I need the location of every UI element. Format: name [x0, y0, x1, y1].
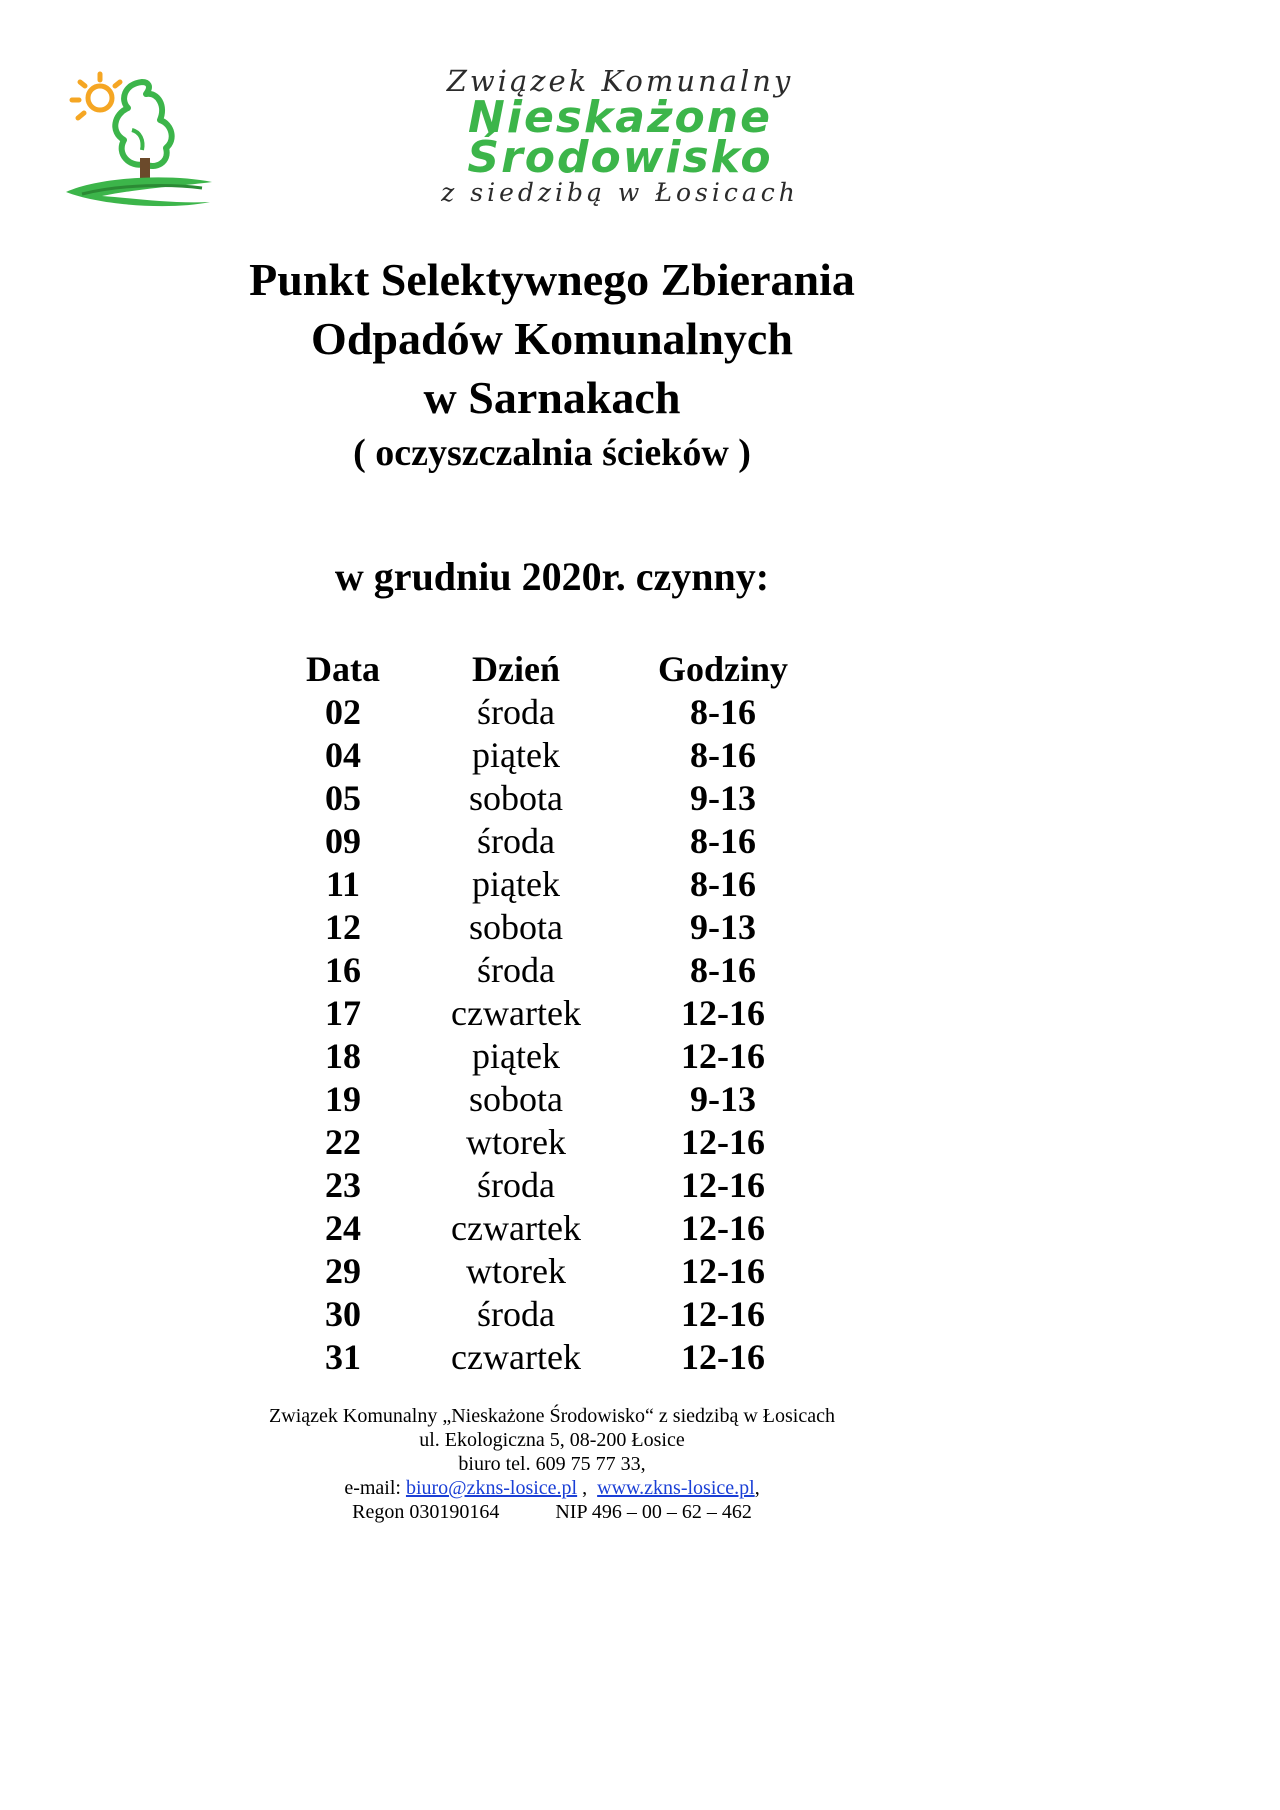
- brand-top-text: Związek Komunalny: [446, 64, 794, 98]
- schedule-day: piątek: [472, 1036, 560, 1076]
- schedule-hours: 8-16: [690, 864, 756, 904]
- schedule-row: [270, 1293, 830, 1336]
- footer-regon: Regon 030190164: [352, 1501, 500, 1523]
- schedule-hours: 12-16: [681, 1251, 765, 1291]
- schedule-date: 22: [325, 1122, 361, 1162]
- schedule-row: [270, 1078, 830, 1121]
- schedule-row: [270, 1336, 830, 1379]
- footer-address: ul. Ekologiczna 5, 08-200 Łosice: [419, 1429, 685, 1451]
- schedule-row: [270, 1035, 830, 1078]
- footer-website-suffix: ,: [754, 1477, 760, 1499]
- schedule-row: [270, 1121, 830, 1164]
- schedule-date: 24: [325, 1208, 361, 1248]
- schedule-row: [270, 691, 830, 734]
- schedule-date: 04: [325, 735, 361, 775]
- footer-ids: [0, 1500, 1104, 1524]
- website-link[interactable]: www.zkns-losice.pl: [597, 1477, 755, 1499]
- brand-name-line2: Środowisko: [467, 132, 773, 183]
- schedule-hours: 8-16: [690, 821, 756, 861]
- schedule-row: [270, 863, 830, 906]
- schedule-day: wtorek: [466, 1122, 566, 1162]
- schedule-hours: 9-13: [690, 1079, 756, 1119]
- footer-org: Związek Komunalny „Nieskażone Środowisko“ z siedzibą w Łosicach: [269, 1405, 835, 1427]
- schedule-row: [270, 820, 830, 863]
- schedule-hours: 12-16: [681, 993, 765, 1033]
- schedule-row: [270, 906, 830, 949]
- brand-bottom-text: z siedzibą w Łosicach: [441, 178, 799, 207]
- brand-wordmark: [380, 64, 860, 208]
- schedule-day: piątek: [472, 735, 560, 775]
- schedule-row: [270, 734, 830, 777]
- header: [0, 0, 1104, 215]
- schedule-day: sobota: [469, 907, 563, 947]
- schedule-date: 09: [325, 821, 361, 861]
- schedule-hours: 8-16: [690, 692, 756, 732]
- title-line-2: Odpadów Komunalnych: [311, 313, 793, 364]
- schedule-date: 02: [325, 692, 361, 732]
- schedule-day: środa: [477, 1165, 555, 1205]
- schedule-date: 17: [325, 993, 361, 1033]
- schedule-date: 12: [325, 907, 361, 947]
- schedule-hours: 12-16: [681, 1122, 765, 1162]
- schedule-row: [270, 949, 830, 992]
- schedule-day: środa: [477, 950, 555, 990]
- schedule-day: środa: [477, 1294, 555, 1334]
- schedule-day: sobota: [469, 1079, 563, 1119]
- schedule-row: [270, 992, 830, 1035]
- schedule-date: 19: [325, 1079, 361, 1119]
- schedule-hours: 9-13: [690, 907, 756, 947]
- footer-separator: ,: [577, 1477, 588, 1499]
- schedule-hours: 12-16: [681, 1208, 765, 1248]
- logo-icon: [62, 70, 214, 210]
- schedule-hours: 12-16: [681, 1036, 765, 1076]
- email-link[interactable]: biuro@zkns-losice.pl: [405, 1477, 578, 1499]
- footer-nip: NIP 496 – 00 – 62 – 462: [555, 1501, 752, 1523]
- brand-name-line1: Nieskażone: [468, 92, 772, 143]
- footer: [0, 1404, 1104, 1524]
- schedule-date: 29: [325, 1251, 361, 1291]
- schedule-date: 05: [325, 778, 361, 818]
- title-line-1: Punkt Selektywnego Zbierania: [249, 254, 855, 305]
- schedule-row: [270, 1164, 830, 1207]
- page-subtitle: ( oczyszczalnia ścieków ): [353, 432, 751, 474]
- schedule-date: 31: [325, 1337, 361, 1377]
- month-heading: w grudniu 2020r. czynny:: [334, 554, 770, 599]
- schedule-header-row: [270, 648, 830, 691]
- schedule-hours: 12-16: [681, 1294, 765, 1334]
- schedule-day: czwartek: [451, 1337, 581, 1377]
- footer-email-label: e-mail:: [344, 1477, 401, 1499]
- schedule-date: 23: [325, 1165, 361, 1205]
- title-line-3: w Sarnakach: [423, 372, 681, 423]
- schedule-hours: 9-13: [690, 778, 756, 818]
- schedule-day: wtorek: [466, 1251, 566, 1291]
- schedule-table: [270, 648, 830, 1379]
- schedule-hours: 12-16: [681, 1337, 765, 1377]
- schedule-hours: 12-16: [681, 1165, 765, 1205]
- schedule-day: czwartek: [451, 1208, 581, 1248]
- header-date: Data: [306, 649, 380, 689]
- schedule-day: czwartek: [451, 993, 581, 1033]
- schedule-hours: 8-16: [690, 950, 756, 990]
- page-title: [0, 250, 1104, 427]
- schedule-row: [270, 777, 830, 820]
- schedule-row: [270, 1250, 830, 1293]
- schedule-date: 16: [325, 950, 361, 990]
- header-hours: Godziny: [657, 649, 789, 689]
- schedule-date: 11: [325, 864, 360, 904]
- footer-phone: biuro tel. 609 75 77 33,: [458, 1453, 646, 1475]
- schedule-day: sobota: [469, 778, 563, 818]
- schedule-row: [270, 1207, 830, 1250]
- schedule-hours: 8-16: [690, 735, 756, 775]
- schedule-rows: [270, 691, 830, 1379]
- schedule-date: 18: [325, 1036, 361, 1076]
- schedule-date: 30: [325, 1294, 361, 1334]
- schedule-day: środa: [477, 692, 555, 732]
- header-day: Dzień: [472, 649, 560, 689]
- schedule-day: piątek: [472, 864, 560, 904]
- schedule-day: środa: [477, 821, 555, 861]
- footer-contact-line: [0, 1476, 1104, 1500]
